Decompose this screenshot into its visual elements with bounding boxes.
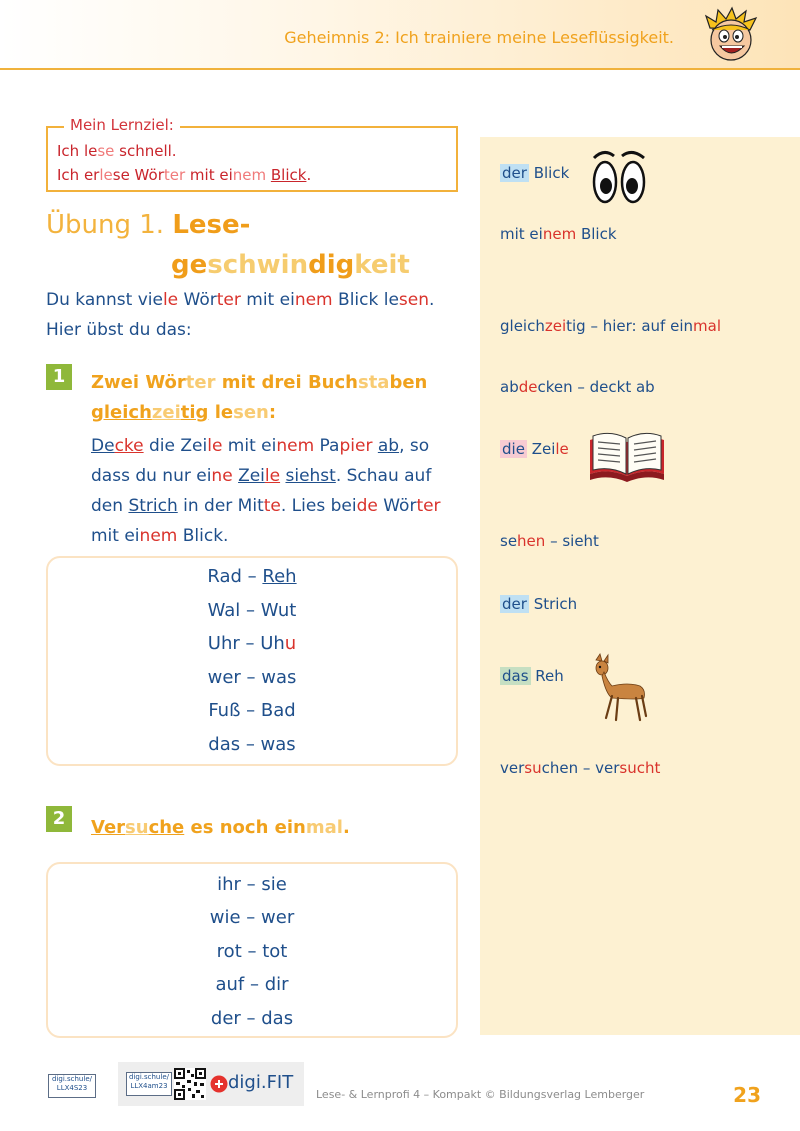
sidebar-item-gleichzeitig: gleichzeitig – hier: auf einmal: [500, 317, 721, 335]
sidebar-item-sehen: sehen – sieht: [500, 532, 599, 550]
sidebar-item-strich: der Strich: [502, 595, 578, 613]
task-1-number-badge: 1: [46, 364, 72, 390]
sidebar-item-abdecken: abdecken – deckt ab: [500, 378, 655, 396]
digifit-panel[interactable]: [118, 1062, 304, 1106]
digifit-label: digi.FIT: [228, 1072, 294, 1093]
sidebar-item-mit-einem-blick: mit einem Blick: [500, 225, 617, 243]
sidebar-item-blick: der Blick: [502, 164, 570, 182]
task-1-instructions: Decke die Zeile mit einem Papier ab, so dass du nur eine Zeile siehst. Schau auf den Strich in der Mitte. Lies beide Wörter mit einem Blick.: [91, 436, 441, 546]
sidebar-item-versuchen: versuchen – versucht: [500, 759, 661, 777]
learning-goal-box: [46, 116, 458, 192]
digifit-logo-icon: [210, 1075, 228, 1093]
digi-schule-badge[interactable]: digi.schule/ LLX4S23: [48, 1074, 96, 1098]
qr-code-icon: [174, 1068, 206, 1100]
footer-copyright: Lese- & Lernprofi 4 – Kompakt © Bildungsverlag Lemberger: [316, 1088, 645, 1101]
intro-text: [46, 285, 434, 345]
digi-schule-badge[interactable]: digi.schule/ LLX4am23: [126, 1072, 172, 1096]
task-1-title: Zwei Wörter mit drei Buchstaben gleichzeitig lesen:: [91, 372, 428, 423]
page-header: [0, 0, 800, 70]
exercise-title-line-2: geschwindigkeit: [171, 250, 410, 280]
word-pair: Wal – Wut: [207, 600, 297, 621]
word-pair: wie – wer: [209, 907, 295, 928]
word-pair: ihr – sie: [217, 874, 287, 895]
exercise-title: Übung 1. Lese-: [46, 210, 251, 240]
sidebar-item-zeile: die Zeile: [502, 440, 569, 458]
deer-icon: [588, 652, 650, 724]
task-2-title: Versuche es noch einmal.: [91, 817, 350, 838]
learning-goal-line-1: Ich lese schnell.: [57, 142, 177, 160]
page-number: 23: [733, 1083, 761, 1107]
word-pair: auf – dir: [215, 974, 289, 995]
word-pair: Rad – Reh: [207, 566, 297, 587]
word-pair: Uhr – Uhu: [207, 633, 297, 654]
book-icon: [588, 430, 666, 486]
intro-line-2: Hier übst du das:: [46, 320, 192, 340]
vocabulary-sidebar: [480, 137, 800, 1035]
sidebar-item-reh: das Reh: [502, 667, 564, 685]
word-pair: Fuß – Bad: [208, 700, 296, 721]
mascot-boy-icon: [702, 6, 760, 64]
header-title: Geheimnis 2: Ich trainiere meine Leseflüssigkeit.: [284, 28, 674, 47]
eyes-icon: [590, 148, 648, 206]
word-pair: der – das: [210, 1008, 294, 1029]
word-pair: rot – tot: [216, 941, 288, 962]
task-1-word-box: [46, 556, 458, 766]
task-2-word-box: [46, 862, 458, 1038]
word-pair: wer – was: [207, 667, 297, 688]
intro-line-1: Du kannst viele Wörter mit einem Blick lesen.: [46, 290, 435, 310]
learning-goal-line-2: Ich erlese Wörter mit einem Blick.: [57, 166, 312, 184]
word-pair: das – was: [208, 734, 296, 755]
learning-goal-legend: Mein Lernziel:: [64, 116, 180, 134]
task-2-number-badge: 2: [46, 806, 72, 832]
